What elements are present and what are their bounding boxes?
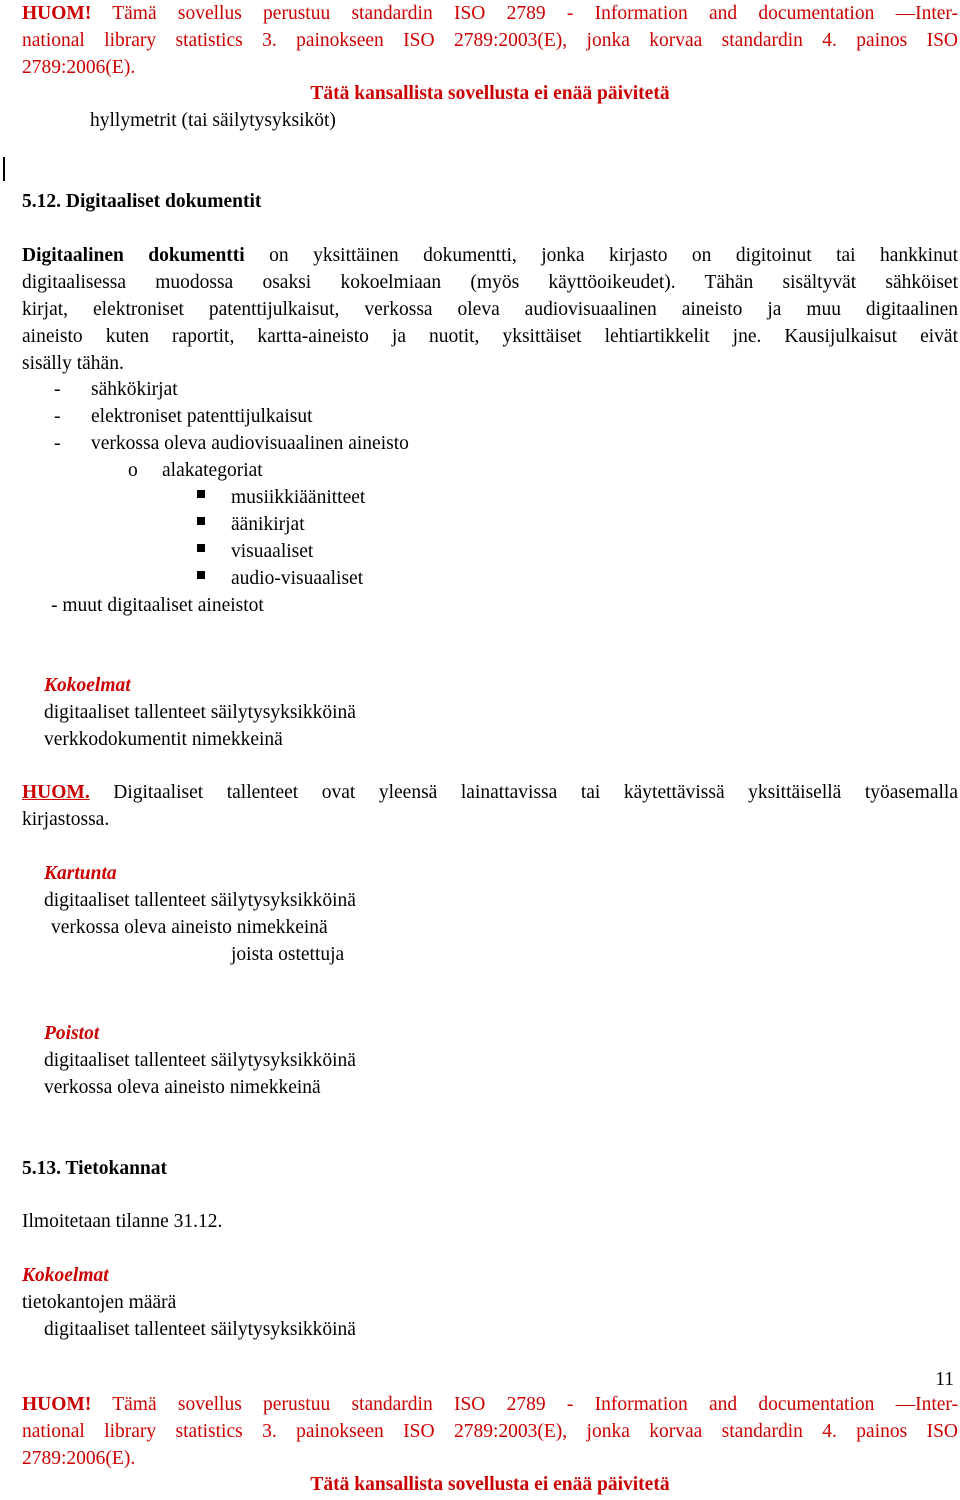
- kartunta-line: verkossa oleva aineisto nimekkeinä: [51, 917, 328, 938]
- kokoelmat-5-13-line: digitaaliset tallenteet säilytysyksikköinä: [44, 1319, 356, 1340]
- revision-bar: [3, 157, 5, 181]
- subsub-item: äänikirjat: [231, 514, 305, 535]
- footer-notice: [22, 1391, 958, 1472]
- definition-line-1: Digitaalinen dokumentti on yksittäinen dokumentti, jonka kirjasto on digitoinut tai hankkinut: [22, 245, 959, 266]
- list-item: verkossa oleva audiovisuaalinen aineisto: [91, 433, 409, 454]
- kartunta-heading: Kartunta: [44, 863, 117, 884]
- footer-not-updated: Tätä kansallista sovellusta ei enää päivitetä: [310, 1474, 670, 1495]
- subsub-item: visuaaliset: [231, 541, 314, 562]
- kartunta-line: digitaaliset tallenteet säilytysyksikköinä: [44, 890, 356, 911]
- footer-notice-line-3: 2789:2006(E).: [22, 1448, 136, 1469]
- kokoelmat-5-13-line: tietokantojen määrä: [22, 1292, 177, 1313]
- header-notice-line-3: 2789:2006(E).: [22, 57, 136, 78]
- poistot-heading: Poistot: [44, 1023, 100, 1044]
- footer-huom-label: HUOM!: [22, 1394, 92, 1415]
- header-not-updated: Tätä kansallista sovellusta ei enää päivitetä: [310, 83, 670, 104]
- definition-line-4: aineisto kuten raportit, kartta-aineisto ja nuotit, yksittäiset lehtiartikkelit jne. Kausijulkaisut eivät: [22, 326, 958, 347]
- definition-line-2: digitaalisessa muodossa osaksi kokoelmiaan (myös käyttöoikeudet). Tähän sisältyvät sähköiset: [22, 272, 958, 293]
- header-notice-line-2: national library statistics 3. painokseen ISO 2789:2003(E), jonka korvaa standardin 4. painos ISO: [22, 30, 958, 51]
- kartunta-line: joista ostettuja: [231, 944, 345, 965]
- footer-notice-line-2: national library statistics 3. painokseen ISO 2789:2003(E), jonka korvaa standardin 4. painos ISO: [22, 1421, 958, 1442]
- square-bullet-icon: [197, 571, 205, 579]
- reporting-date-text: Ilmoitetaan tilanne 31.12.: [22, 1211, 223, 1232]
- huom-note-label: HUOM.: [22, 782, 90, 803]
- definition-paragraph: [22, 242, 958, 377]
- subsub-item: musiikkiäänitteet: [231, 487, 366, 508]
- square-bullet-icon: [197, 544, 205, 552]
- list-dash: -: [54, 406, 61, 427]
- poistot-line: verkossa oleva aineisto nimekkeinä: [44, 1077, 321, 1098]
- kokoelmat-heading: Kokoelmat: [44, 675, 131, 696]
- header-notice: [22, 0, 958, 81]
- list-item: - muut digitaaliset aineistot: [51, 595, 264, 616]
- square-bullet-icon: [197, 490, 205, 498]
- list-dash: -: [54, 433, 61, 454]
- sublist-marker: o: [128, 460, 138, 481]
- page-number: 11: [935, 1369, 954, 1390]
- kokoelmat-heading-5-13: Kokoelmat: [22, 1265, 109, 1286]
- definition-line-3: kirjat, elektroniset patenttijulkaisut, verkossa oleva audiovisuaalinen aineisto ja muu digitaalinen: [22, 299, 958, 320]
- subsub-item: audio-visuaaliset: [231, 568, 364, 589]
- section-5-12-heading: 5.12. Digitaaliset dokumentit: [22, 191, 262, 212]
- poistot-line: digitaaliset tallenteet säilytysyksikköinä: [44, 1050, 356, 1071]
- huom-note: [22, 779, 958, 833]
- huom-note-line-2: kirjastossa.: [22, 809, 110, 830]
- section-5-13-heading: 5.13. Tietokannat: [22, 1158, 168, 1179]
- kokoelmat-line: digitaaliset tallenteet säilytysyksikköinä: [44, 702, 356, 723]
- definition-term: Digitaalinen dokumentti: [22, 245, 245, 266]
- square-bullet-icon: [197, 517, 205, 525]
- definition-line-5: sisälly tähän.: [22, 353, 124, 374]
- previous-item-text: hyllymetrit (tai säilytysyksiköt): [90, 110, 336, 131]
- list-item: sähkökirjat: [91, 379, 178, 400]
- huom-note-line-1: HUOM. Digitaaliset tallenteet ovat yleensä lainattavissa tai käytettävissä yksittäisellä työasemalla: [22, 782, 958, 803]
- kokoelmat-line: verkkodokumentit nimekkeinä: [44, 729, 283, 750]
- footer-notice-line-1: HUOM! Tämä sovellus perustuu standardin ISO 2789 - Information and documentation —Inter-: [22, 1394, 958, 1415]
- sublist-item: alakategoriat: [162, 460, 263, 481]
- header-huom-label: HUOM!: [22, 3, 92, 24]
- list-dash: -: [54, 379, 61, 400]
- list-item: elektroniset patenttijulkaisut: [91, 406, 313, 427]
- header-notice-line-1: HUOM! Tämä sovellus perustuu standardin ISO 2789 - Information and documentation —Inter-: [22, 3, 958, 24]
